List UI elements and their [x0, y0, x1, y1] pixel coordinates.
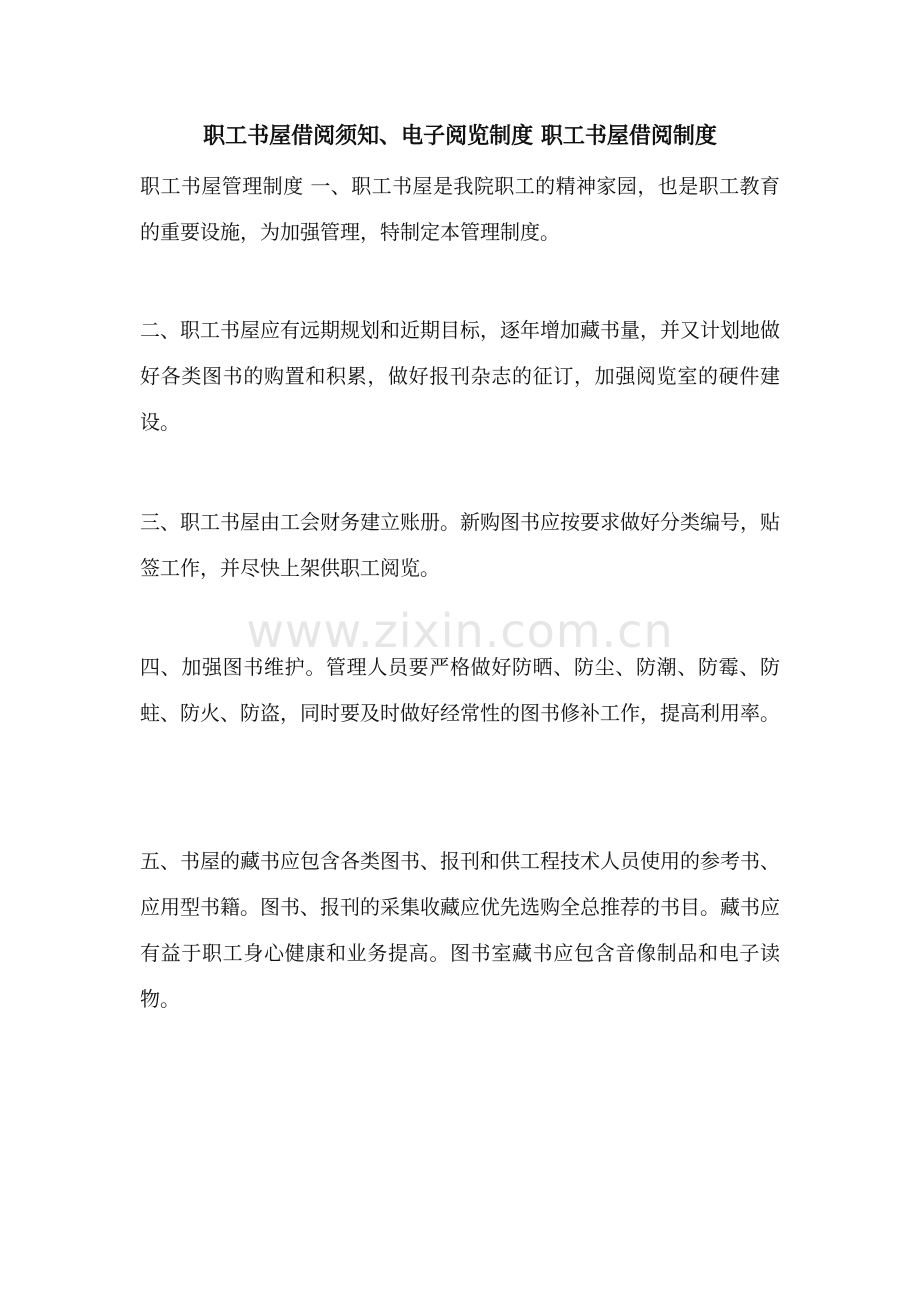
paragraph-3: 三、职工书屋由工会财务建立账册。新购图书应按要求做好分类编号，贴签工作，并尽快上架供职工阅览。	[140, 510, 780, 580]
watermark: www.zixin.com.cn	[246, 604, 674, 658]
document-title: 职工书屋借阅须知、电子阅览制度 职工书屋借阅制度	[203, 123, 717, 149]
paragraph-2: 二、职工书屋应有远期规划和近期目标，逐年增加藏书量，并又计划地做好各类图书的购置和积累，做好报刊杂志的征订，加强阅览室的硬件建设。	[140, 318, 780, 434]
paragraph-4: 四、加强图书维护。管理人员要严格做好防晒、防尘、防潮、防霉、防蛀、防火、防盗，同时要及时做好经常性的图书修补工作，提高利用率。	[140, 655, 780, 725]
paragraph-5: 五、书屋的藏书应包含各类图书、报刊和供工程技术人员使用的参考书、应用型书籍。图书、报刊的采集收藏应优先选购全总推荐的书目。藏书应有益于职工身心健康和业务提高。图书室藏书应包含音像制品和电子读物。	[140, 849, 780, 1011]
paragraph-1: 职工书屋管理制度 一、职工书屋是我院职工的精神家园，也是职工教育的重要设施，为加强管理，特制定本管理制度。	[140, 174, 780, 244]
